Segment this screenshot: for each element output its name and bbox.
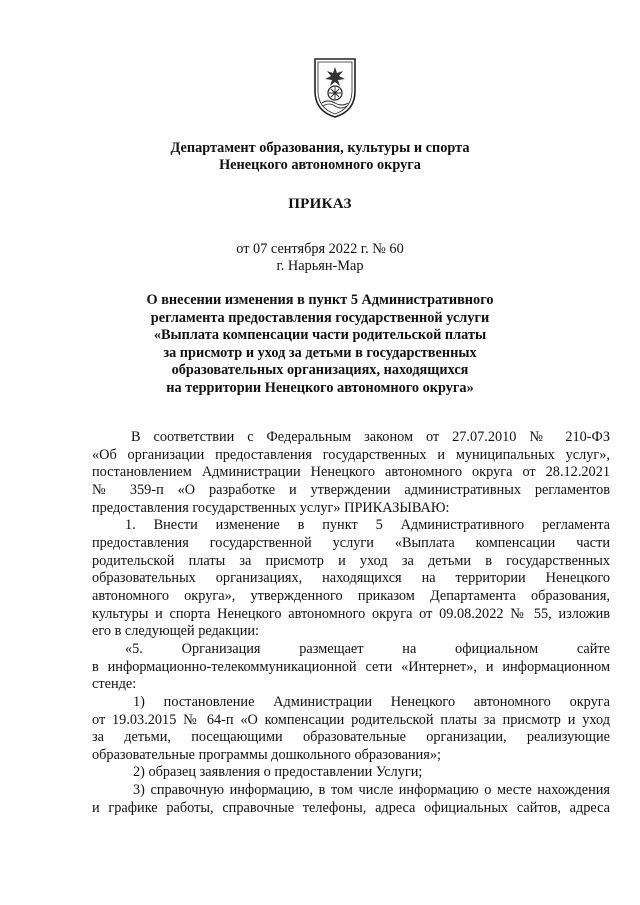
department-line-1: Департамент образования, культуры и спорта [170, 140, 470, 156]
date-block [0, 241, 640, 275]
body-line: и графике работы, справочные телефоны, адреса официальных сайтов, адреса [92, 799, 610, 816]
body-line: «5. Организация размещает на официальном сайте [125, 640, 610, 657]
body-line: стенде: [92, 676, 137, 693]
body-line: автономного округа», утвержденного приказом Департамента образования, [92, 587, 610, 604]
paragraph-subpoint-2: 2) образец заявления о предоставлении Услуги; [133, 764, 423, 781]
order-date-number: от 07 сентября 2022 г. № 60 [236, 241, 404, 257]
body-line: предоставления государственной услуги «Выплата компенсации части [92, 534, 610, 551]
body-line: образовательные программы дошкольного образования»; [92, 746, 442, 763]
department-line-2: Ненецкого автономного округа [219, 157, 421, 173]
subject-line: образовательных организациях, находящихся [171, 362, 469, 379]
department-name [0, 140, 640, 174]
document-type-title: ПРИКАЗ [288, 196, 352, 212]
body-line: за детьми, посещающими образовательные организации, реализующие [92, 729, 610, 746]
body-line: 1. Внести изменение в пункт 5 Административного регламента [125, 517, 610, 534]
paragraph-point-5 [92, 641, 610, 694]
body-line: «Об организации предоставления государственных и муниципальных услуг», [92, 446, 610, 463]
body-line: родительской платы за присмотр и уход за детьми в государственных [92, 552, 610, 569]
body-line: 1) постановление Администрации Ненецкого автономного округа [133, 693, 610, 710]
subject-line: О внесении изменения в пункт 5 Административного [146, 292, 494, 308]
subject-line: на территории Ненецкого автономного округа» [166, 379, 474, 396]
subject-line: «Выплата компенсации части родительской платы [153, 327, 487, 344]
paragraph-item-1 [92, 517, 610, 641]
order-place: г. Нарьян-Мар [276, 258, 364, 274]
body-line: 3) справочную информацию, в том числе информацию о месте нахождения [133, 782, 610, 799]
paragraph-preamble [92, 429, 610, 517]
body-line: культуры и спорта Ненецкого автономного округа от 09.08.2022 № 55, изложив [92, 605, 610, 622]
body-line: его в следующей редакции: [92, 623, 260, 640]
body-line: № 359-п «О разработке и утверждении административных регламентов [92, 481, 610, 498]
order-subject [0, 292, 640, 398]
body-line: постановлением Администрации Ненецкого автономного округа от 28.12.2021 [92, 464, 610, 481]
body-line: образовательных организациях, находящихся на территории Ненецкого [92, 570, 610, 587]
subject-line: за присмотр и уход за детьми в государственных [163, 344, 477, 361]
paragraph-subpoint-1 [92, 694, 610, 765]
coat-of-arms-emblem [312, 55, 358, 119]
subject-line: регламента предоставления государственной услуги [150, 309, 490, 326]
body-line: В соответствии с Федеральным законом от 27.07.2010 № 210-ФЗ [131, 429, 610, 445]
paragraph-subpoint-3 [92, 782, 610, 817]
body-line: от 19.03.2015 № 64-п «О компенсации родительской платы за присмотр и уход [92, 711, 610, 728]
body-line: в информационно-телекоммуникационной сети «Интернет», и информационном [92, 658, 610, 675]
order-body [92, 429, 610, 817]
body-line: предоставления государственных услуг» ПРИКАЗЫВАЮ: [92, 499, 450, 516]
